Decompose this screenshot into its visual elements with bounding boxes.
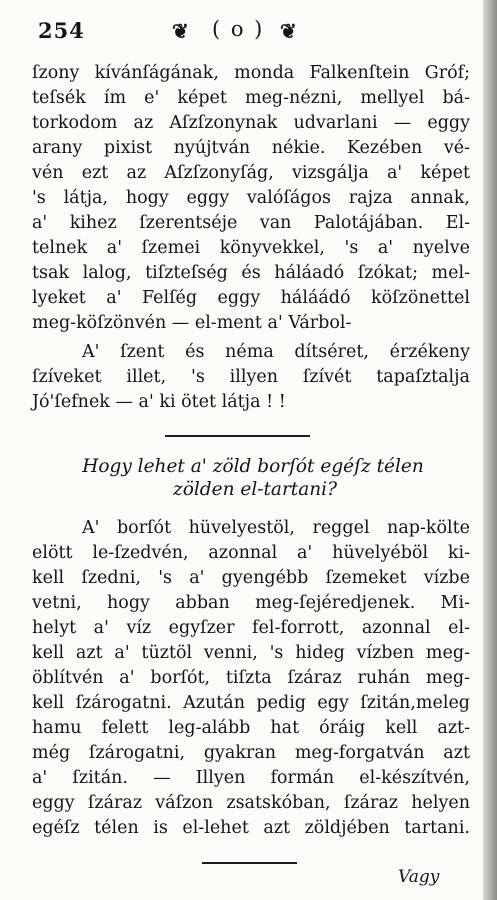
text-line: egéſz télen is el-lehet azt zöldjében tartani. xyxy=(32,818,470,838)
catchword: Vagy xyxy=(398,867,440,887)
fleuron-right-icon: ❦ xyxy=(280,19,297,43)
text-line: ſzony kívánſágának, monda Falkenſtein Gróf; xyxy=(32,63,470,83)
text-line: hamu felett leg-alább hat óráig kell azt- xyxy=(32,718,470,738)
text-line: kell azt a' tüztöl venni, 's hideg vízben meg- xyxy=(32,643,470,663)
text-line: vén ezt az Aſzſzonyſág, vizsgálja a' képet xyxy=(32,163,470,183)
text-line: helyt a' víz egyſzer fel-forrott, azonnal el- xyxy=(32,618,470,638)
text-line: kell ſzárogatni. Azután pedig egy ſzitán,meleg xyxy=(32,693,470,713)
end-divider xyxy=(202,862,297,864)
text-line: elött le-ſzedvén, azonnal a' hüvelyéböl ki- xyxy=(32,543,470,563)
text-line: még ſzárogatni, gyakran meg-forgatván azt xyxy=(32,743,470,763)
text-line: kell ſzedni, 's a' gyengébb ſzemeket vízbe xyxy=(32,568,470,588)
text-line: telnek a' ſzemei könyvekkel, 's a' nyelve xyxy=(32,238,470,258)
text-line: eggy ſzáraz váſzon zsatskóban, ſzáraz helyen xyxy=(32,793,470,813)
text-line: ſzíveket illet, 's illyen ſzívét tapaſztalja xyxy=(32,367,470,387)
fleuron-left-icon: ❦ xyxy=(172,19,189,43)
text-line: A' borſót hüvelyestöl, reggel nap-költe xyxy=(82,518,470,538)
text-line: teſsék ím e' képet meg-nézni, mellyel bá- xyxy=(32,88,470,108)
text-line: arany pixist nyújtván nékie. Kezében vé- xyxy=(32,138,470,158)
text-line: vetni, hogy abban meg-ſejéredjenek. Mi- xyxy=(32,593,470,613)
text-line: tsak lalog, tiſzteſség és háláadó ſzókat; mel- xyxy=(32,263,470,283)
section-title-line-2: zölden el-tartani? xyxy=(172,479,338,500)
page-spine-shadow xyxy=(483,0,497,900)
header-ornament: ( o ) xyxy=(212,17,265,41)
text-line: öblítvén a' borſót, tiſzta ſzáraz ruhán meg- xyxy=(32,668,470,688)
text-line: lyeket a' Felſég eggy háláádó köſzönettel xyxy=(32,288,470,308)
text-line: 's látja, hogy eggy valóſágos rajza annak, xyxy=(32,188,470,208)
text-line: a' ſzitán. — Illyen formán el-készítvén, xyxy=(32,768,470,788)
section-title-line-1: Hogy lehet a' zöld borſót egéſz télen xyxy=(82,456,424,477)
section-divider xyxy=(165,435,310,437)
text-line: Jó'ſefnek — a' ki ötet látja ! ! xyxy=(32,392,286,412)
page-header xyxy=(30,16,470,46)
text-line: torkodom az Aſzſzonynak udvarlani — eggy xyxy=(32,113,470,133)
text-line: meg-köſzönvén — el-ment a' Várbol- xyxy=(32,313,352,333)
text-line: A' ſzent és néma dítséret, érzékeny xyxy=(82,342,470,362)
text-line: a' kihez ſzerentséje van Palotájában. El- xyxy=(32,213,470,233)
page-number: 254 xyxy=(38,18,85,43)
